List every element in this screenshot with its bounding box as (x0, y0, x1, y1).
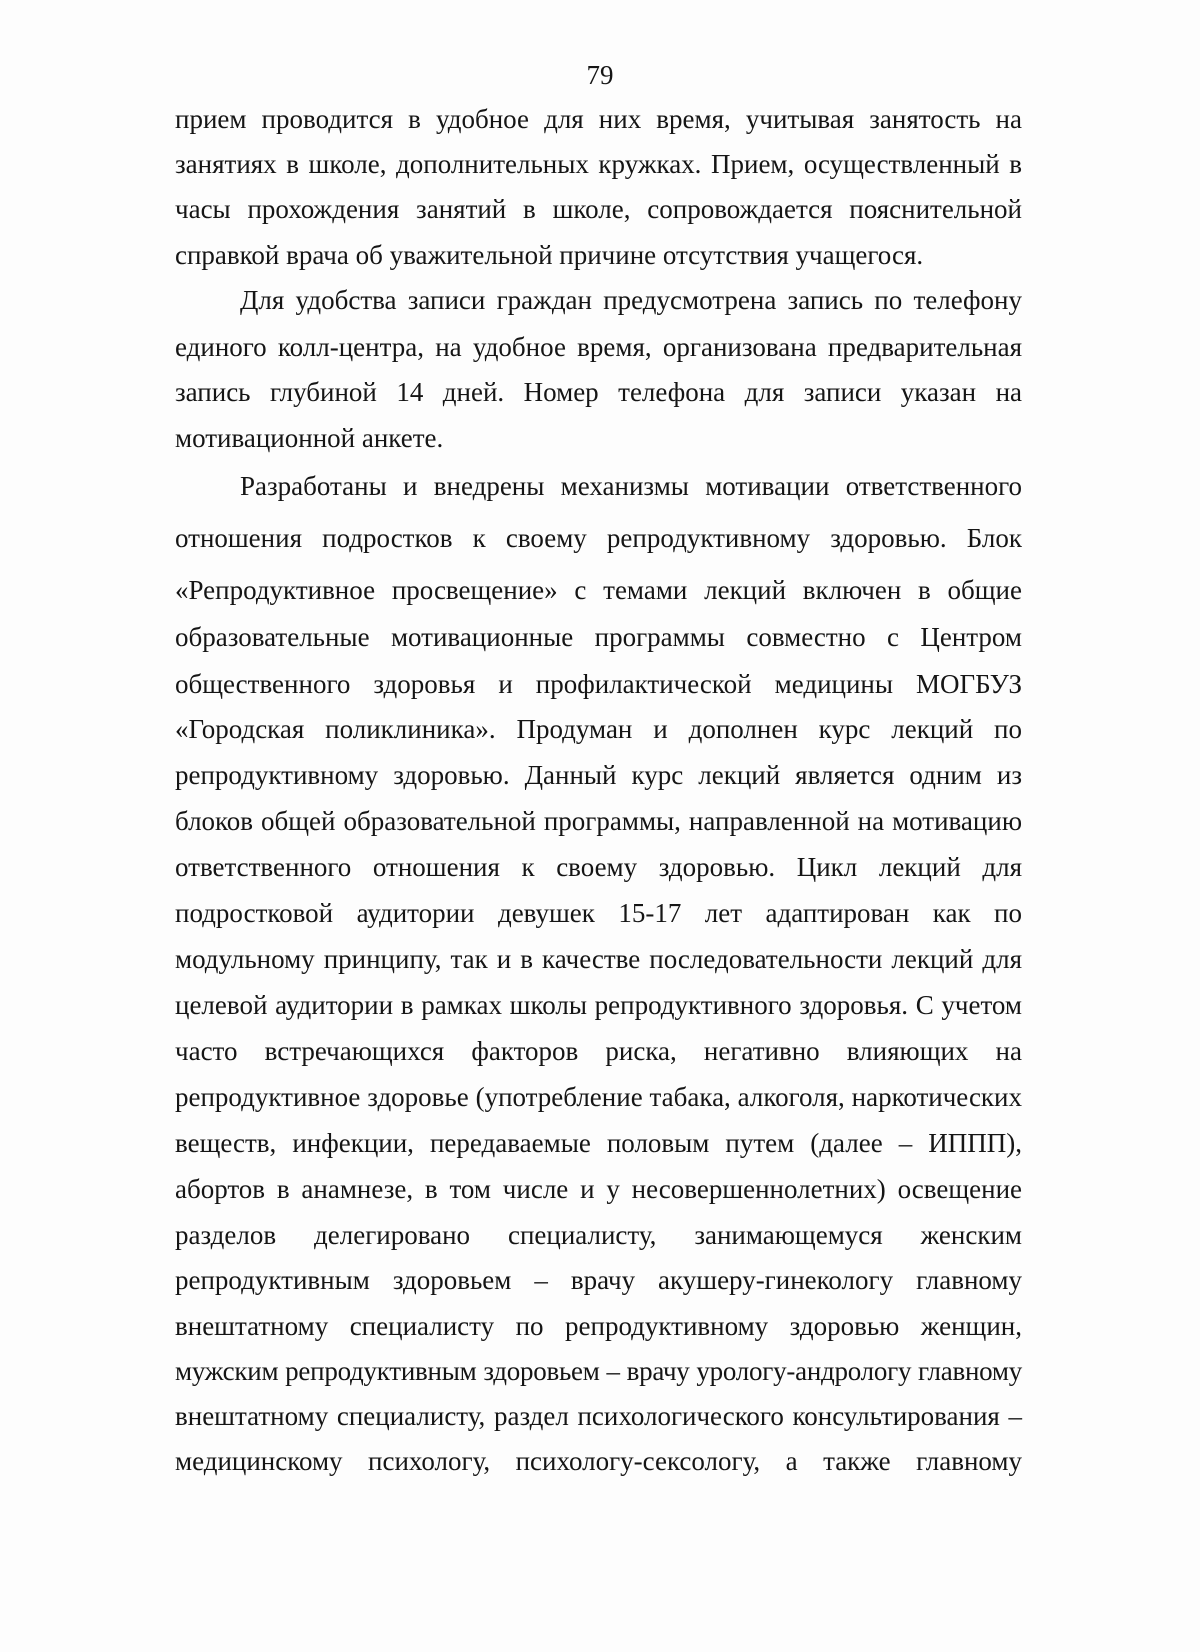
text-line: запись глубиной 14 дней. Номер телефона для записи указан на (175, 377, 1022, 407)
text-line: целевой аудитории в рамках школы репродуктивного здоровья. С учетом (175, 990, 1022, 1020)
text-line: образовательные мотивационные программы совместно с Центром (175, 622, 1022, 652)
text-line: прием проводится в удобное для них время, учитывая занятость на (175, 104, 1022, 134)
text-line: внештатному специалисту по репродуктивному здоровью женщин, (175, 1311, 1022, 1341)
page-number: 79 (586, 60, 614, 90)
text-line: «Городская поликлиника». Продуман и дополнен курс лекций по (175, 714, 1022, 744)
text-line: отношения подростков к своему репродуктивному здоровью. Блок (175, 523, 1022, 553)
text-line: единого колл-центра, на удобное время, организована предварительная (175, 332, 1022, 362)
text-line: абортов в анамнезе, в том числе и у несовершеннолетних) освещение (175, 1174, 1022, 1204)
text-line: разделов делегировано специалисту, занимающемуся женским (175, 1220, 1022, 1250)
text-line: подростковой аудитории девушек 15-17 лет адаптирован как по (175, 898, 1022, 928)
text-line: мотивационной анкете. (175, 423, 444, 453)
text-line: репродуктивное здоровье (употребление табака, алкоголя, наркотических (175, 1082, 1022, 1112)
text-line: внештатному специалисту, раздел психологического консультирования – (175, 1401, 1022, 1431)
text-line: Для удобства записи граждан предусмотрена запись по телефону (240, 285, 1022, 315)
text-line: веществ, инфекции, передаваемые половым путем (далее – ИППП), (175, 1128, 1022, 1158)
text-line: занятиях в школе, дополнительных кружках. Прием, осуществленный в (175, 149, 1022, 179)
text-line: репродуктивному здоровью. Данный курс лекций является одним из (175, 760, 1022, 790)
text-line: общественного здоровья и профилактической медицины МОГБУЗ (175, 669, 1022, 699)
text-line: часто встречающихся факторов риска, негативно влияющих на (175, 1036, 1022, 1066)
text-line: справкой врача об уважительной причине отсутствия учащегося. (175, 240, 924, 270)
text-line: часы прохождения занятий в школе, сопровождается пояснительной (175, 194, 1022, 224)
text-line: блоков общей образовательной программы, направленной на мотивацию (175, 806, 1022, 836)
text-line: ответственного отношения к своему здоровью. Цикл лекций для (175, 852, 1022, 882)
text-line: Разработаны и внедрены механизмы мотивации ответственного (240, 471, 1022, 501)
text-line: мужским репродуктивным здоровьем – врачу урологу-андрологу главному (175, 1356, 1022, 1386)
text-line: модульному принципу, так и в качестве последовательности лекций для (175, 944, 1022, 974)
text-line: репродуктивным здоровьем – врачу акушеру-гинекологу главному (175, 1265, 1022, 1295)
text-line: медицинскому психологу, психологу-сексологу, а также главному (175, 1446, 1022, 1476)
text-line: «Репродуктивное просвещение» с темами лекций включен в общие (175, 575, 1022, 605)
